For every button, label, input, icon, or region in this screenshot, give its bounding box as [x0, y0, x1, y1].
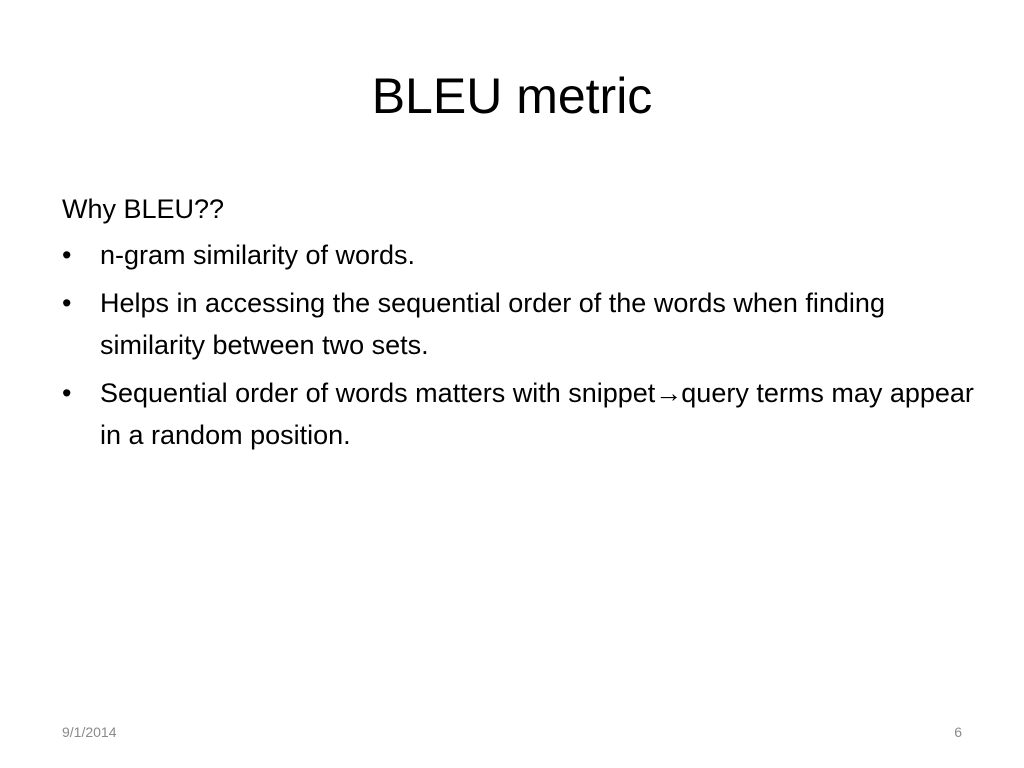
intro-text: Why BLEU??: [62, 194, 225, 224]
slide-title: BLEU metric: [371, 68, 653, 124]
page-number: 6: [954, 724, 962, 740]
bullet-item: [62, 372, 982, 456]
bullet-item: [62, 234, 982, 276]
bullet-icon: •: [62, 240, 72, 270]
bullet-list: [62, 234, 982, 456]
bullet-item: [62, 282, 982, 366]
bullet-text: n-gram similarity of words.: [100, 240, 416, 270]
bullet-icon: •: [62, 288, 72, 318]
bullet-text-after-arrow: query terms may appear in a random position.: [100, 378, 974, 450]
footer-date: 9/1/2014: [62, 724, 117, 740]
right-arrow-icon: →: [655, 378, 683, 408]
slide-content: [62, 188, 982, 462]
bullet-icon: •: [62, 378, 72, 408]
bullet-text: Helps in accessing the sequential order of the words when finding similarity between two sets.: [100, 288, 885, 360]
bullet-text-before-arrow: Sequential order of words matters with snippet: [100, 378, 656, 408]
